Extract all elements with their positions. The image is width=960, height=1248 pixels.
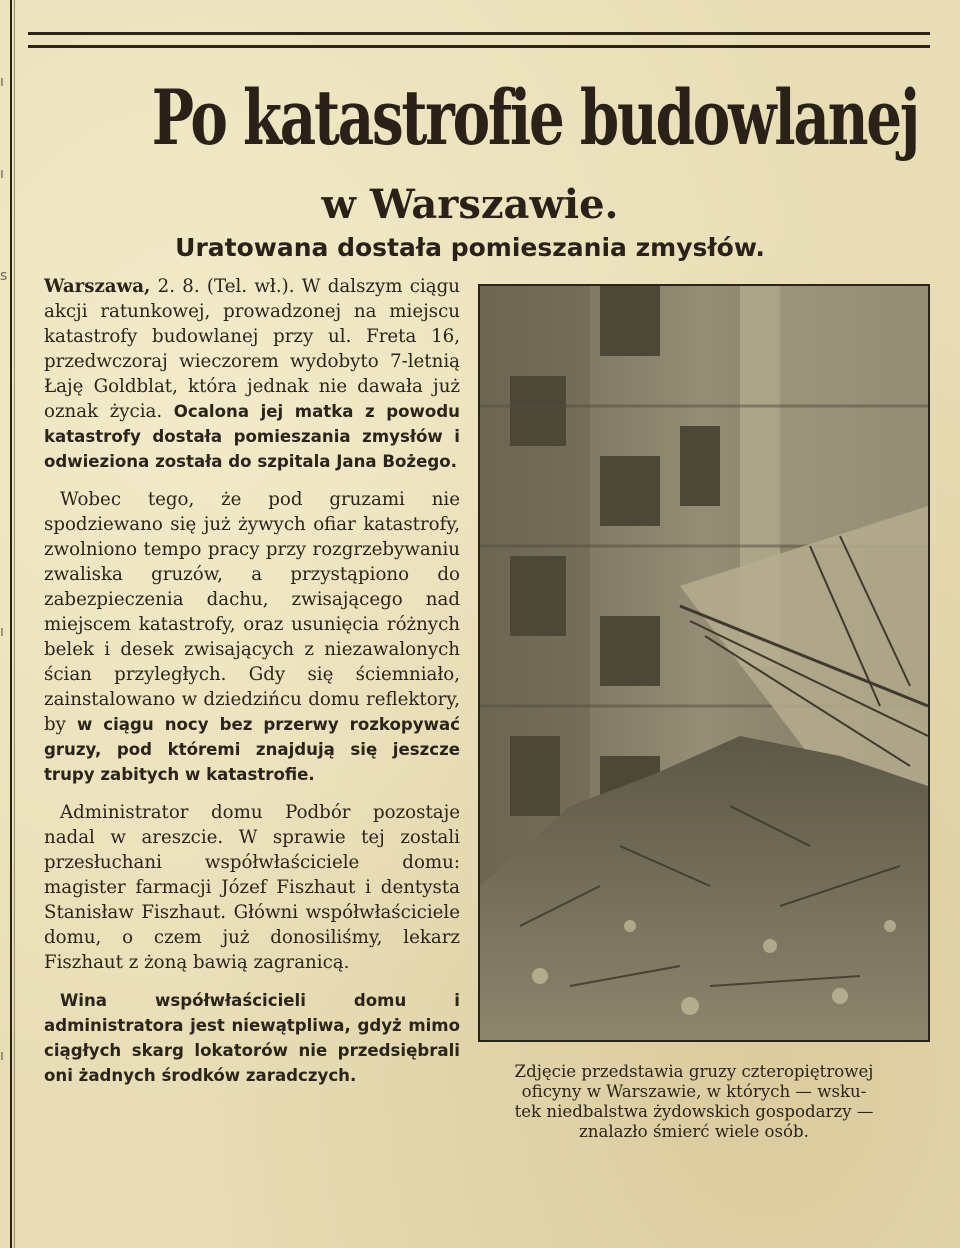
left-border-rule [10,0,12,1248]
article-paragraph-2 [44,487,460,787]
article-date: 2. 8. (Tel. wł.). [157,276,295,297]
caption-line: znalazło śmierć wiele osób. [579,1122,809,1141]
top-double-rule [28,32,930,48]
window [680,426,720,506]
margin-mark: ı [0,624,4,640]
article-paragraph-3 [44,800,460,975]
window [600,456,660,526]
article-text: Wobec tego, że pod gruzami nie spodziewano się już żywych ofiar katastrofy, zwolniono tempo pracy przy rozgrzebywaniu zwaliska gruzów, a przystąpiono do zabezpieczenia dachu, zwisającego nad miejscem katastrofy, oraz usunięcia różnych belek i desek zwisających z niezawalonych ścian przyległych. Gdy się ściemniało, zainstalowano w dziedzińcu domu reflektory, by [44,489,460,735]
left-border-rule-secondary [14,0,15,1248]
margin-mark: ı [0,74,4,90]
dateline: Warszawa, [44,276,151,297]
caption-line: tek niedbalstwa żydowskich gospodarzy — [514,1102,874,1121]
article-bold-text: Ocalona jej matka z powodu katastrofy dostała pomieszania zmysłów i odwieziona została do szpitala Jana Bożego. [44,402,460,471]
window [510,736,560,816]
window [510,556,566,636]
photo-caption [474,1062,914,1146]
article-paragraph-1 [44,274,460,474]
window [510,376,566,446]
ruins-photo-illustration [480,286,928,1040]
margin-mark: ı [0,166,4,182]
article-text: Administrator domu Podbór pozostaje nadal w areszcie. W sprawie tej zostali przesłuchani współwłaściciele domu: magister farmacji Józef Fiszhaut i dentysta Stanisław Fiszhaut. Główni współwłaściciele domu, o czem już donosiliśmy, lekarz Fiszhaut z żoną bawią zagranicą. [44,802,460,973]
article-body [44,274,460,1146]
caption-line: oficyny w Warszawie, w których — wsku- [521,1082,867,1101]
margin-mark: ı [0,1048,4,1064]
article-text: W dalszym ciągu akcji ratunkowej, prowadzonej na miejscu katastrofy budowlanej przy ul. Freta 16, przedwczoraj wieczorem wydobyto 7-letnią Łaję Goldblat, która jednak nie dawała już oznak życia. [44,276,460,422]
deck: Uratowana dostała pomieszania zmysłów. [175,233,765,262]
margin-mark: s [0,268,8,284]
subheadline: w Warszawie. [321,181,619,228]
window [600,616,660,686]
article-bold-text: w ciągu nocy bez przerwy rozkopywać gruzy, pod któremi znajdują się jeszcze trupy zabitych w katastrofie. [44,715,460,784]
caption-line: Zdjęcie przedstawia gruzy czteropiętrowej [514,1062,874,1081]
article-paragraph-4 [44,988,460,1088]
article-bold-text: Wina współwłaścicieli domu i administratora jest niewątpliwa, gdyż mimo ciągłych skarg lokatorów nie przedsiębrali oni żadnych środków zaradczych. [44,991,460,1085]
headline: Po katastrofie budowlanej [151,73,918,162]
window [600,286,660,356]
ruins-photo [478,284,930,1042]
